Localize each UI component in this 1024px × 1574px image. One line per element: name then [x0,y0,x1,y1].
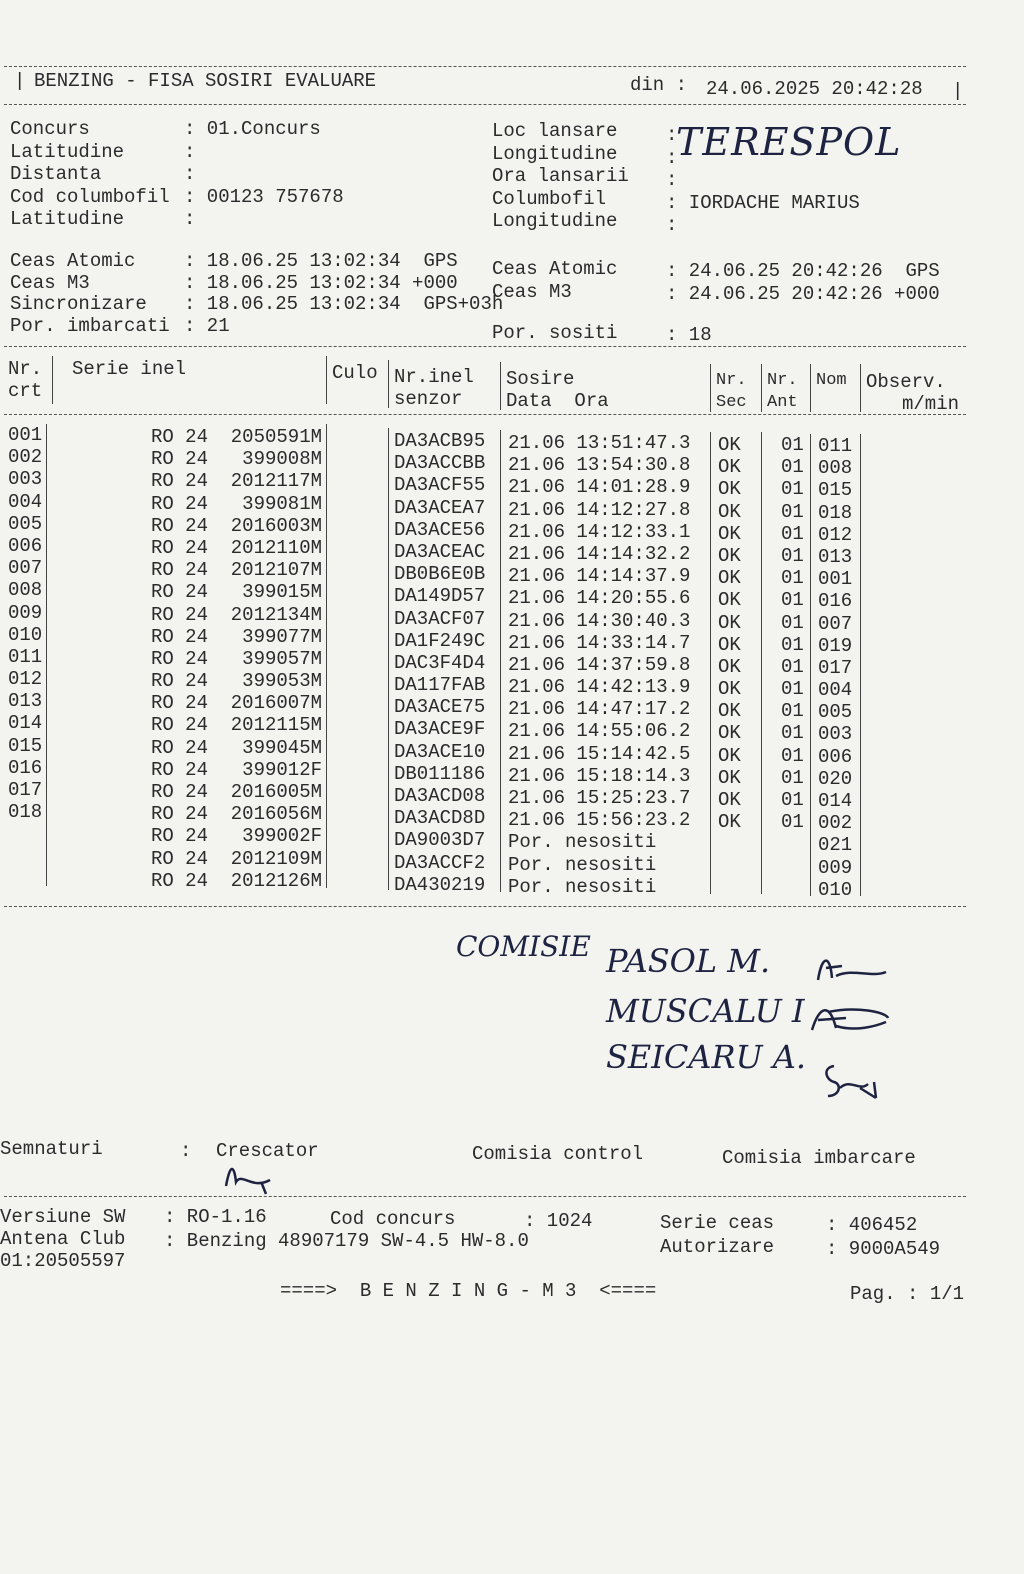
cell-ant: 01 [781,567,804,590]
clock-value: : 24.06.25 20:42:26 +000 [666,283,940,305]
cell-sec: OK [718,700,741,723]
info-label: Cod columbofil [10,185,170,208]
cell-crt: 016 [8,756,43,779]
cell-crt [8,846,42,868]
cell-nom: 013 [818,545,853,568]
info-label: Columbofil [492,187,607,210]
signature-scribble [820,1058,890,1104]
clock-label: Por. imbarcati [10,314,170,337]
col-header-nrsec: Nr. [716,371,747,390]
cell-senzor: DA3ACCF2 [394,851,486,874]
info-value: : 01.Concurs [184,118,321,140]
handwritten-member: SEICARU A. [606,1038,807,1076]
cell-senzor: DA3ACCBB [394,452,486,475]
info-label: Latitudine [10,140,125,163]
cell-sec: OK [718,589,741,612]
info-value: : 00123 757678 [184,185,344,208]
info-label: Concurs [10,118,90,140]
col-header-sec: Sec [716,393,747,412]
divider [4,906,966,907]
info-value: : [666,214,678,236]
cell-crt: 009 [8,601,43,624]
cell-senzor: DA3ACD08 [394,785,486,807]
cell-nom: 009 [818,856,853,879]
col-header-nr: Nr. [8,358,43,380]
versiune-value: : RO-1.16 [164,1206,267,1228]
autorizare-label: Autorizare [660,1236,775,1258]
col-line [810,434,811,896]
versiune-label: Versiune SW [0,1206,126,1228]
col-serie [110,426,322,892]
cell-sosire: 21.06 14:30:40.3 [508,609,691,632]
cell-ant: 01 [781,633,804,656]
cell-serie-inel: RO 24 399057M [150,647,322,670]
info-label: Latitudine [10,208,125,230]
col-ant [781,434,804,900]
clock-value: : 21 [184,314,230,337]
cell-serie-inel: RO 24 399002F [150,825,322,848]
cell-nom: 006 [818,745,853,768]
col-header-data-ora: Data Ora [506,390,609,412]
cell-serie-inel: RO 24 2016003M [150,514,322,537]
col-sec [718,434,741,900]
cell-ant: 01 [781,522,804,545]
cell-serie-inel: RO 24 2012109M [150,847,322,870]
cell-ant: 01 [781,434,804,456]
cell-serie-inel: RO 24 399053M [150,670,322,693]
cell-sosire: 21.06 15:14:42.5 [508,742,691,765]
info-label: Loc lansare [492,120,618,142]
cell-serie-inel: RO 24 2012117M [150,470,322,493]
cell-senzor: DA117FAB [394,674,486,697]
cell-senzor: DA3ACE75 [394,696,486,719]
cod-concurs-value: : 1024 [524,1210,593,1232]
divider [4,346,966,347]
cell-nom: 014 [818,790,853,812]
cell-sosire: 21.06 15:25:23.7 [508,787,691,809]
cell-nom: 004 [818,679,853,702]
col-line [860,434,861,896]
cell-sosire: Por. nesositi [508,853,657,876]
cell-ant [781,833,804,855]
cell-nom: 018 [818,501,853,524]
cell-sec: OK [718,522,741,545]
cell-senzor: DAC3F4D4 [394,651,486,674]
cell-crt [8,823,42,845]
cell-sec: OK [718,811,741,834]
cell-sec: OK [718,611,741,634]
signatures-label: Semnaturi [0,1138,103,1160]
cell-sec: OK [718,434,741,456]
cell-senzor: DB011186 [394,762,486,785]
cell-nom: 019 [818,634,853,657]
divider [4,66,966,67]
cell-ant: 01 [781,811,804,834]
cell-serie-inel: RO 24 2012115M [150,714,322,737]
cell-senzor: DA430219 [394,873,486,896]
col-nom [818,435,852,901]
cell-sosire: 21.06 15:18:14.3 [508,764,691,787]
clock-value: : 18 [666,324,712,346]
comisia-control-label: Comisia control [472,1143,644,1165]
cell-sec [718,856,741,878]
cell-sec: OK [718,500,741,523]
cell-sec: OK [718,567,741,590]
cell-serie-inel: RO 24 2050591M [150,426,322,448]
cell-crt: 008 [8,579,43,602]
clock-label: Sincronizare [10,293,147,315]
cell-sec: OK [718,678,741,701]
col-line [810,364,811,412]
col-header-serie: Serie inel [72,358,187,380]
clock-value: : 18.06.25 13:02:34 +000 [184,271,458,294]
cell-sosire: 21.06 14:33:14.7 [508,631,691,654]
cell-sec: OK [718,633,741,656]
divider [4,414,966,415]
col-line [761,432,762,894]
cell-ant [781,856,804,878]
cell-ant: 01 [781,544,804,567]
signature-scribble [806,998,896,1038]
cell-senzor: DA3ACE10 [394,740,486,763]
cell-nom: 003 [818,723,853,746]
cell-sec [718,833,741,855]
cell-senzor: DA9003D7 [394,829,486,852]
col-line [761,364,762,412]
info-label: Ora lansarii [492,165,629,187]
cell-serie-inel: RO 24 399077M [150,625,322,648]
cell-nom: 001 [818,568,853,591]
cell-senzor: DA3ACB95 [394,430,486,452]
cell-crt: 001 [8,424,43,446]
serie-ceas-label: Serie ceas [660,1212,775,1234]
cell-nom: 007 [818,612,853,635]
handwritten-location: TERESPOL [676,120,902,164]
col-line [46,424,47,886]
cell-crt: 011 [8,645,43,668]
cell-sosire: 21.06 14:20:55.6 [508,587,691,610]
col-line [500,430,501,892]
col-line [326,424,327,888]
cell-nom: 016 [818,590,853,613]
antena-label: Antena Club [0,1228,126,1250]
header-right-bar: | [952,80,964,102]
date-value: 24.06.2025 20:42:28 [706,78,923,100]
cell-crt: 007 [8,557,43,580]
col-header-nrant: Nr. [767,371,798,390]
cell-nom: 020 [818,767,853,790]
cell-crt: 004 [8,490,43,513]
cell-sec: OK [718,655,741,678]
cell-sosire: 21.06 15:56:23.2 [508,809,691,832]
cell-sosire: 21.06 14:01:28.9 [508,476,691,499]
col-header-nom: Nom [816,371,847,390]
cell-sosire: 21.06 14:12:27.8 [508,498,691,521]
cell-senzor: DA149D57 [394,585,486,608]
cell-ant: 01 [781,655,804,678]
cell-senzor: DB0B6E0B [394,563,486,586]
info-label: Longitudine [492,210,618,232]
col-header-sosire: Sosire [506,368,575,390]
cell-serie-inel: RO 24 2012107M [150,559,322,582]
signature-scribble [812,950,892,990]
handwritten-member: MUSCALU I [606,992,805,1030]
footer-banner: ====> B E N Z I N G - M 3 <==== [280,1280,657,1302]
info-label: Longitudine [492,142,618,165]
col-line [388,428,389,890]
clock-label: Ceas Atomic [492,258,618,280]
cell-crt: 003 [8,468,43,491]
cell-sec: OK [718,722,741,745]
cell-sec: OK [718,766,741,789]
cell-crt: 013 [8,690,43,713]
cell-ant: 01 [781,678,804,701]
cell-sosire: 21.06 14:14:37.9 [508,565,691,588]
cell-crt: 002 [8,446,43,469]
cell-sosire: 21.06 14:12:33.1 [508,520,691,543]
page-title: BENZING - FISA SOSIRI EVALUARE [34,70,377,92]
cell-sec: OK [718,478,741,501]
col-senzor [394,430,485,896]
cell-serie-inel: RO 24 2016005M [150,781,322,803]
cell-serie-inel: RO 24 399081M [150,492,322,515]
col-line [500,362,501,410]
info-value: : [184,163,196,185]
cell-ant: 01 [781,500,804,523]
signature-scribble [222,1160,282,1196]
cod-concurs-label: Cod concurs [330,1208,456,1230]
handwritten-member: PASOL M. [606,942,771,980]
cell-ant: 01 [781,589,804,612]
col-line [710,432,711,894]
cell-nom: 017 [818,656,853,679]
header-left-bar: | [14,70,26,92]
cell-ant [781,878,804,900]
col-line [388,360,389,408]
cell-crt: 017 [8,779,43,801]
handwritten-commission-label: COMISIE [456,930,591,963]
col-line [52,356,53,404]
clock-label: Por. sositi [492,322,618,344]
cell-nom: 002 [818,812,853,835]
cell-crt [8,868,42,890]
cell-ant: 01 [781,766,804,789]
cell-senzor: DA3ACF07 [394,607,486,630]
info-value: : IORDACHE MARIUS [666,191,860,214]
cell-nom: 010 [818,878,853,901]
cell-serie-inel: RO 24 399012F [150,758,322,781]
divider [4,1196,966,1197]
signatures-colon: : [180,1140,192,1162]
cell-serie-inel: RO 24 2012134M [150,603,322,626]
page-number: Pag. : 1/1 [850,1283,965,1305]
cell-sec: OK [718,789,741,811]
info-value: : [666,169,678,191]
col-header-observ: Observ. [866,371,946,393]
cell-ant: 01 [781,611,804,634]
cell-ant: 01 [781,744,804,767]
serie-ceas-value: : 406452 [826,1214,918,1236]
cell-sosire: 21.06 14:14:32.2 [508,542,691,565]
cell-nom: 008 [818,457,853,480]
cell-nom: 015 [818,479,853,502]
info-value: : [666,146,678,169]
cell-senzor: DA3ACF55 [394,474,486,497]
cell-crt: 015 [8,734,43,757]
cell-crt: 014 [8,712,43,735]
cell-sec [718,878,741,900]
cell-nom: 021 [818,834,853,857]
col-header-crt: crt [8,380,43,402]
cell-senzor: DA3ACD8D [394,807,486,830]
cell-crt: 005 [8,512,43,535]
cell-sec: OK [718,456,741,479]
cell-serie-inel: RO 24 399008M [150,448,322,471]
crescator-label: Crescator [216,1140,319,1162]
info-value: : [184,208,196,230]
divider [4,104,966,105]
cell-nom: 012 [818,523,853,546]
cell-crt: 010 [8,623,43,646]
col-crt [8,424,42,890]
cell-crt: 018 [8,801,43,824]
col-sosire [508,432,690,898]
cell-senzor: DA3ACEAC [394,540,486,563]
col-header-culo: Culo [332,362,378,384]
cell-senzor: DA3ACE56 [394,518,486,541]
cell-ant: 01 [781,722,804,745]
info-value: : [666,124,678,146]
cell-sosire: Por. nesositi [508,831,657,854]
cell-sosire: 21.06 14:47:17.2 [508,698,691,721]
cell-crt: 012 [8,668,43,691]
col-header-senzor: senzor [394,388,463,410]
cell-nom: 005 [818,701,853,724]
clock-label: Ceas M3 [492,281,572,303]
cell-serie-inel: RO 24 2016056M [150,803,322,826]
cell-sosire: 21.06 14:55:06.2 [508,720,691,743]
cell-serie-inel: RO 24 399015M [150,581,322,604]
col-header-ant: Ant [767,393,798,412]
clock-label: Ceas Atomic [10,250,136,272]
clock-value: : 18.06.25 13:02:34 GPS+03h [184,293,504,315]
cell-senzor: DA3ACEA7 [394,496,486,519]
cell-serie-inel: RO 24 2012126M [150,869,322,892]
cell-sosire: 21.06 14:42:13.9 [508,676,691,699]
info-label: Distanta [10,163,102,185]
col-header-nrinel: Nr.inel [394,366,474,388]
cell-sosire: 21.06 13:51:47.3 [508,432,691,454]
col-header-mmin: m/min [902,393,960,415]
cell-sosire: 21.06 13:54:30.8 [508,454,691,477]
cell-serie-inel: RO 24 399045M [150,736,322,759]
cell-sec: OK [718,744,741,767]
cell-ant: 01 [781,789,804,811]
autorizare-value: : 9000A549 [826,1238,941,1260]
cell-sec: OK [718,544,741,567]
antena-value: : Benzing 48907179 SW-4.5 HW-8.0 [164,1230,529,1252]
cell-crt: 006 [8,534,43,557]
col-line [710,364,711,412]
date-label: din : [630,74,688,96]
cell-serie-inel: RO 24 2012110M [150,536,322,559]
clock-label: Ceas M3 [10,271,90,294]
col-line [326,356,327,404]
cell-senzor: DA1F249C [394,629,486,652]
cell-serie-inel: RO 24 2016007M [150,692,322,715]
clock-value: : 24.06.25 20:42:26 GPS [666,260,940,282]
cell-sosire: 21.06 14:37:59.8 [508,653,691,676]
cell-sosire: Por. nesositi [508,875,657,898]
cell-nom: 011 [818,435,853,457]
cell-senzor: DA3ACE9F [394,718,486,741]
clock-value: : 18.06.25 13:02:34 GPS [184,250,458,272]
col-line [860,364,861,412]
cell-ant: 01 [781,478,804,501]
antena-code: 01:20505597 [0,1250,126,1272]
cell-ant: 01 [781,700,804,723]
info-value: : [184,140,196,163]
cell-ant: 01 [781,456,804,479]
comisia-imbarcare-label: Comisia imbarcare [722,1147,916,1169]
